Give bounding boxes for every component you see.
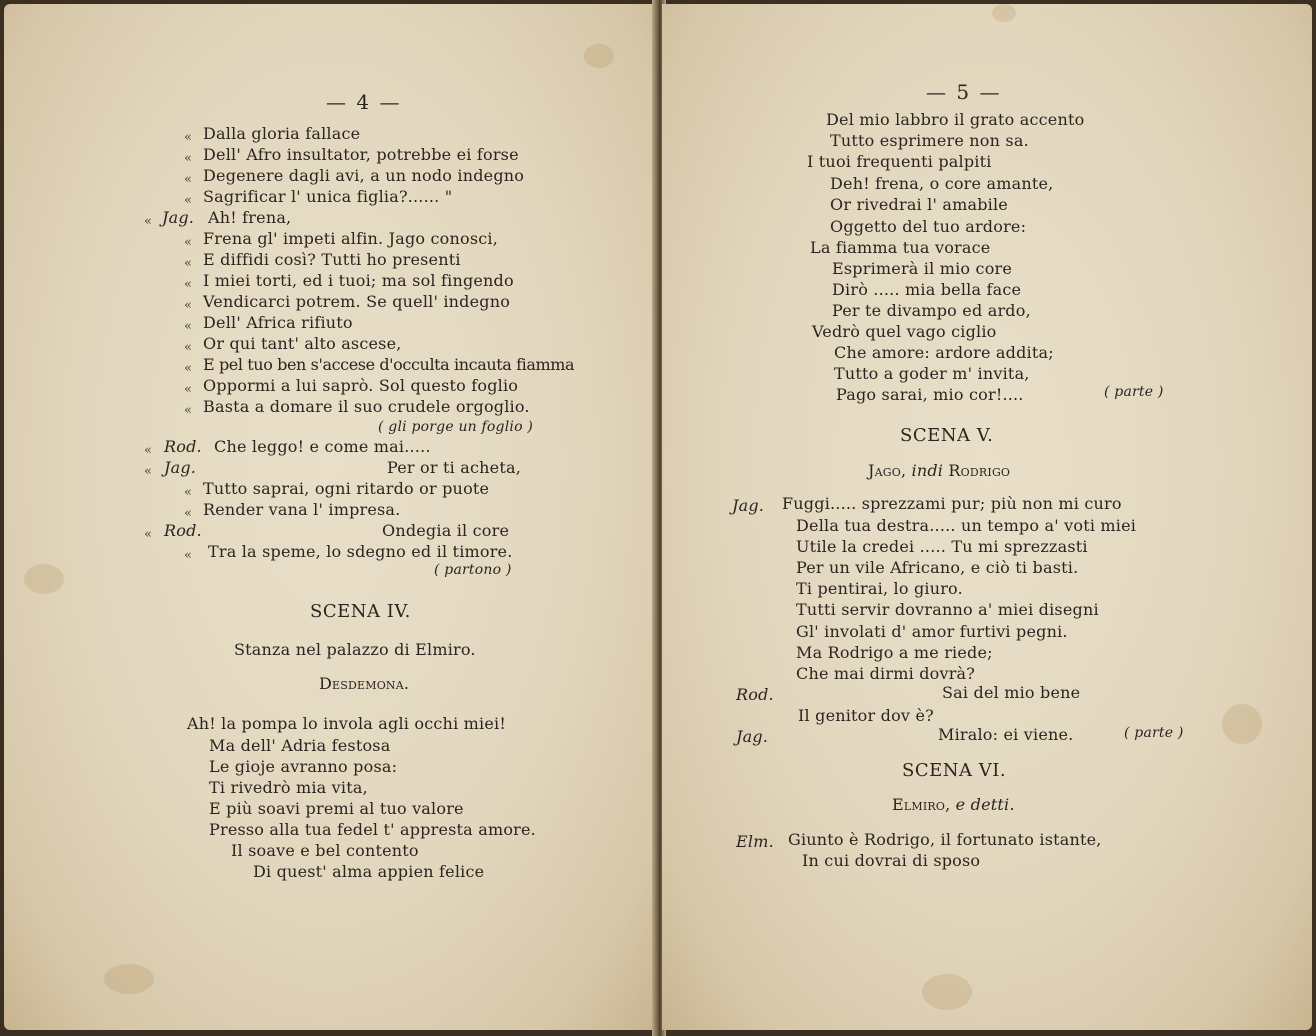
- char-elmiro: Elmiro,: [892, 795, 956, 814]
- speaker-jag: Jag.: [732, 496, 765, 515]
- verse-line: Tutto saprai, ogni ritardo or puote: [203, 479, 490, 498]
- verse-line: Le gioje avranno posa:: [209, 757, 398, 776]
- quote-mark: «: [184, 382, 193, 397]
- verse-line: E pel tuo ben s'accese d'occulta incauta fiamma: [203, 355, 575, 374]
- verse-line: I miei torti, ed i tuoi; ma sol fingendo: [203, 271, 514, 290]
- page-number-4: — 4 —: [326, 90, 402, 114]
- quote-mark: «: [184, 277, 193, 292]
- scene-characters: [868, 461, 1010, 481]
- scene-title: SCENA VI.: [902, 760, 1007, 781]
- speaker-rod: Rod.: [736, 685, 774, 704]
- quote-mark: «: [184, 340, 193, 355]
- quote-mark: «: [144, 464, 153, 479]
- verse-line: Ma dell' Adria festosa: [209, 736, 391, 755]
- quote-mark: «: [184, 256, 193, 271]
- verse-line: Ondegia il core: [382, 521, 510, 540]
- verse-line: Ma Rodrigo a me riede;: [796, 643, 993, 662]
- verse-line: Tutti servir dovranno a' miei disegni: [796, 600, 1099, 619]
- verse-line: Sai del mio bene: [942, 683, 1081, 702]
- stage-direction: ( gli porge un foglio ): [378, 419, 534, 435]
- verse-line: Utile la credei ..... Tu mi sprezzasti: [796, 537, 1088, 556]
- verse-line: E diffidi così? Tutti ho presenti: [203, 250, 461, 269]
- verse-line: Esprimerà il mio core: [832, 259, 1013, 278]
- speaker-jag: Jag.: [164, 458, 197, 477]
- scene-title: SCENA V.: [900, 425, 994, 446]
- verse-line: Basta a domare il suo crudele orgoglio.: [203, 397, 530, 416]
- verse-line: Il genitor dov è?: [798, 706, 934, 725]
- verse-line: Per te divampo ed ardo,: [832, 301, 1031, 320]
- quote-mark: «: [184, 361, 193, 376]
- verse-line: Che mai dirmi dovrà?: [796, 664, 976, 683]
- quote-mark: «: [144, 443, 153, 458]
- verse-line: Dell' Africa rifiuto: [203, 313, 353, 332]
- verse-line: Della tua destra..... un tempo a' voti miei: [796, 516, 1137, 535]
- verse-line: Tutto a goder m' invita,: [834, 364, 1030, 383]
- verse-line: Ti rivedrò mia vita,: [209, 778, 368, 797]
- speaker-elm: Elm.: [736, 832, 774, 851]
- verse-line: Che amore: ardore addita;: [834, 343, 1054, 362]
- verse-line: Che leggo! e come mai.....: [214, 437, 431, 456]
- scene-character: Desdemona.: [319, 674, 410, 693]
- verse-line: Ti pentirai, lo giuro.: [796, 579, 963, 598]
- verse-line: Del mio labbro il grato accento: [826, 110, 1085, 129]
- quote-mark: «: [184, 403, 193, 418]
- verse-line: Ah! la pompa lo invola agli occhi miei!: [187, 714, 506, 733]
- verse-line: Pago sarai, mio cor!....: [836, 385, 1024, 404]
- quote-mark: «: [184, 485, 193, 500]
- scene-characters: [892, 795, 1015, 815]
- verse-line: Or qui tant' alto ascese,: [203, 334, 402, 353]
- verse-line: Oppormi a lui saprò. Sol questo foglio: [203, 376, 519, 395]
- verse-line: Per or ti acheta,: [387, 458, 521, 477]
- quote-mark: «: [184, 548, 193, 563]
- char-rodrigo: Rodrigo: [943, 461, 1011, 480]
- stage-direction: ( parte ): [1124, 725, 1184, 741]
- verse-line: Sagrificar l' unica figlia?...... ": [203, 187, 453, 206]
- verse-line: Di quest' alma appien felice: [253, 862, 485, 881]
- quote-mark: «: [184, 319, 193, 334]
- verse-line: Or rivedrai l' amabile: [830, 195, 1008, 214]
- verse-line: E più soavi premi al tuo valore: [209, 799, 464, 818]
- right-page: [662, 4, 1312, 1030]
- verse-line: Render vana l' impresa.: [203, 500, 401, 519]
- verse-line: In cui dovrai di sposo: [802, 851, 981, 870]
- quote-mark: «: [184, 506, 193, 521]
- quote-mark: «: [184, 235, 193, 250]
- quote-mark: «: [184, 298, 193, 313]
- verse-line: Dell' Afro insultator, potrebbe ei forse: [203, 145, 519, 164]
- verse-line: Giunto è Rodrigo, il fortunato istante,: [788, 830, 1102, 849]
- quote-mark: «: [144, 214, 153, 229]
- verse-line: Gl' involati d' amor furtivi pegni.: [796, 622, 1068, 641]
- quote-mark: «: [184, 172, 193, 187]
- verse-line: Vendicarci potrem. Se quell' indegno: [203, 292, 511, 311]
- speaker-jag: Jag.: [162, 208, 195, 227]
- left-page: [4, 4, 656, 1030]
- verse-line: Degenere dagli avi, a un nodo indegno: [203, 166, 525, 185]
- verse-line: Tutto esprimere non sa.: [830, 131, 1029, 150]
- speaker-rod: Rod.: [164, 521, 202, 540]
- speaker-jag: Jag.: [736, 727, 769, 746]
- verse-line: Frena gl' impeti alfin. Jago conosci,: [203, 229, 499, 248]
- verse-line: Fuggi..... sprezzami pur; più non mi curo: [782, 494, 1122, 513]
- verse-line: Il soave e bel contento: [231, 841, 419, 860]
- verse-line: Oggetto del tuo ardore:: [830, 217, 1027, 236]
- verse-line: La fiamma tua vorace: [810, 238, 991, 257]
- verse-line: I tuoi frequenti palpiti: [807, 152, 992, 171]
- scene-setting: Stanza nel palazzo di Elmiro.: [234, 640, 476, 659]
- verse-line: Dirò ..... mia bella face: [832, 280, 1022, 299]
- stage-direction: ( parte ): [1104, 384, 1164, 400]
- quote-mark: «: [184, 193, 193, 208]
- stage-direction: ( partono ): [434, 562, 512, 578]
- verse-line: Deh! frena, o core amante,: [830, 174, 1054, 193]
- verse-line: Ah! frena,: [208, 208, 292, 227]
- char-jago: Jago,: [868, 461, 912, 480]
- verse-line: Tra la speme, lo sdegno ed il timore.: [208, 542, 513, 561]
- quote-mark: «: [184, 130, 193, 145]
- char-indi: indi: [911, 461, 944, 480]
- verse-line: Presso alla tua fedel t' appresta amore.: [209, 820, 536, 839]
- quote-mark: «: [184, 151, 193, 166]
- char-detti: e detti.: [955, 795, 1015, 814]
- page-number-5: — 5 —: [926, 80, 1002, 104]
- scene-title: SCENA IV.: [310, 601, 411, 622]
- speaker-rod: Rod.: [164, 437, 202, 456]
- verse-line: Miralo: ei viene.: [938, 725, 1074, 744]
- verse-line: Dalla gloria fallace: [203, 124, 361, 143]
- verse-line: Vedrò quel vago ciglio: [812, 322, 997, 341]
- verse-line: Per un vile Africano, e ciò ti basti.: [796, 558, 1079, 577]
- quote-mark: «: [144, 527, 153, 542]
